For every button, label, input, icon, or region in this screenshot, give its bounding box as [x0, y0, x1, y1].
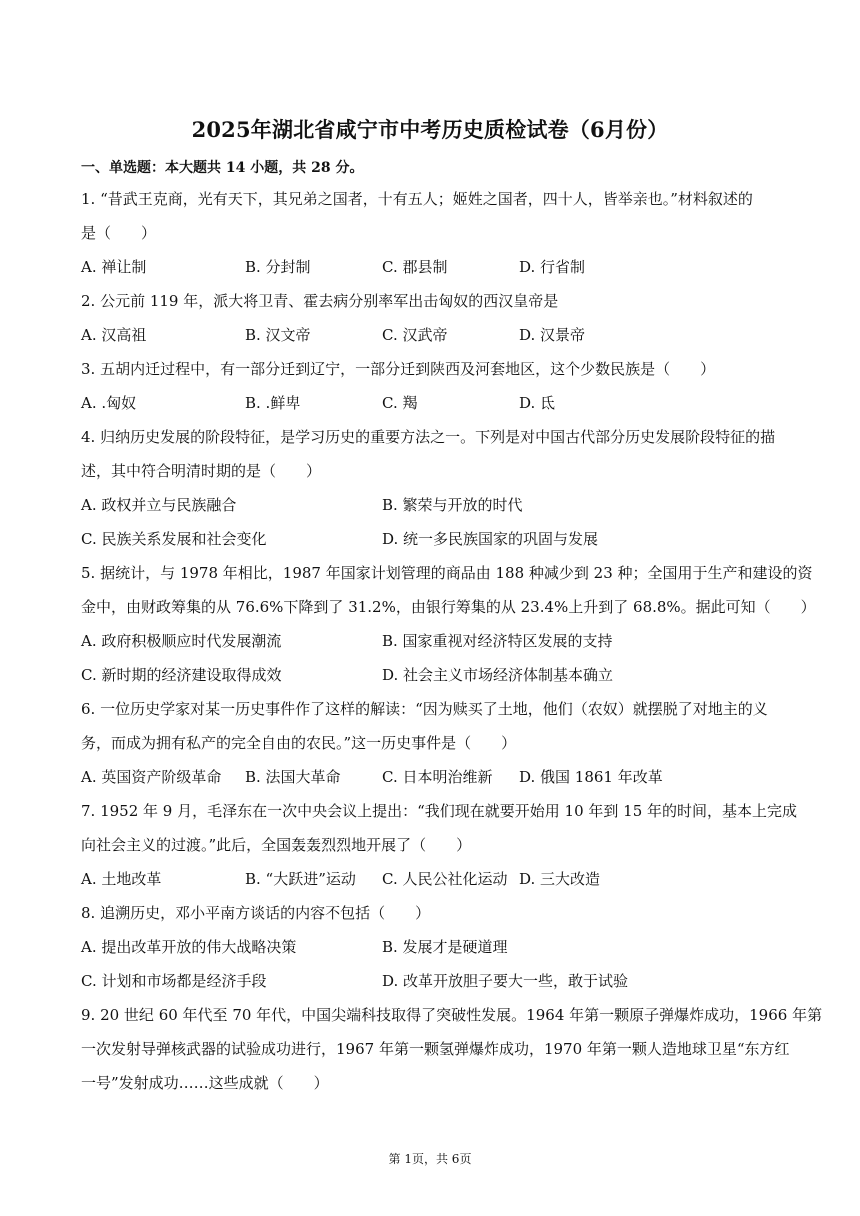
- question-1-option-a: A. 禅让制: [81, 258, 147, 276]
- question-4-line-1: 4. 归纳历史发展的阶段特征，是学习历史的重要方法之一。下列是对中国古代部分历史发展阶段特征的描: [81, 428, 776, 446]
- question-6-option-a: A. 英国资产阶级革命: [81, 768, 222, 786]
- question-1-line-2: 是（ ）: [81, 224, 157, 242]
- question-2-option-b: B. 汉文帝: [245, 326, 311, 344]
- question-7-option-c: C. 人民公社化运动: [382, 870, 508, 888]
- question-4-option-c: C. 民族关系发展和社会变化: [81, 530, 267, 548]
- question-8-option-c: C. 计划和市场都是经济手段: [81, 972, 267, 990]
- question-5-option-a: A. 政府积极顺应时代发展潮流: [81, 632, 282, 650]
- question-9-line-1: 9. 20 世纪 60 年代至 70 年代，中国尖端科技取得了突破性发展。1964 年第一颗原子弹爆炸成功，1966 年第: [81, 1006, 823, 1024]
- question-8-line-1: 8. 追溯历史，邓小平南方谈话的内容不包括（ ）: [81, 904, 431, 922]
- question-8-option-b: B. 发展才是硬道理: [382, 938, 508, 956]
- section-header: 一、单选题：本大题共 14 小题，共 28 分。: [81, 160, 364, 176]
- question-4-line-2: 述，其中符合明清时期的是（ ）: [81, 462, 322, 480]
- question-2-option-c: C. 汉武帝: [382, 326, 448, 344]
- question-5-option-d: D. 社会主义市场经济体制基本确立: [382, 666, 614, 684]
- page-footer: 第 1页，共 6页: [388, 1152, 472, 1166]
- question-8-option-d: D. 改革开放胆子要大一些，敢于试验: [382, 972, 629, 990]
- question-9-line-3: 一号”发射成功……这些成就（ ）: [81, 1074, 329, 1092]
- question-1-option-d: D. 行省制: [519, 258, 586, 276]
- page-title: 2025年湖北省咸宁市中考历史质检试卷（6月份）: [191, 117, 669, 142]
- question-1-option-b: B. 分封制: [245, 258, 311, 276]
- question-6-line-2: 务，而成为拥有私产的完全自由的农民。”这一历史事件是（ ）: [81, 734, 517, 752]
- question-6-option-b: B. 法国大革命: [245, 768, 341, 786]
- question-3-line-1: 3. 五胡内迁过程中，有一部分迁到辽宁，一部分迁到陕西及河套地区，这个少数民族是（ ）: [81, 360, 716, 378]
- question-8-option-a: A. 提出改革开放的伟大战略决策: [81, 938, 297, 956]
- question-4-option-b: B. 繁荣与开放的时代: [382, 496, 523, 514]
- question-7-option-a: A. 土地改革: [81, 870, 162, 888]
- question-2-option-a: A. 汉高祖: [81, 326, 147, 344]
- question-1-line-1: 1. “昔武王克商，光有天下，其兄弟之国者，十有五人；姬姓之国者，四十人，皆举亲也。”材料叙述的: [81, 190, 753, 208]
- question-3-option-b: B. .鲜卑: [245, 394, 301, 412]
- question-3-option-d: D. 氐: [519, 394, 556, 412]
- question-5-option-c: C. 新时期的经济建设取得成效: [81, 666, 282, 684]
- question-5-line-2: 金中，由财政筹集的从 76.6%下降到了 31.2%，由银行筹集的从 23.4%上升到了 68.8%。据此可知（ ）: [81, 598, 816, 616]
- question-7-line-1: 7. 1952 年 9 月，毛泽东在一次中央会议上提出：“我们现在就要开始用 10 年到 15 年的时间，基本上完成: [81, 802, 798, 820]
- question-7-option-b: B. “大跃进”运动: [245, 870, 356, 888]
- question-7-option-d: D. 三大改造: [519, 870, 601, 888]
- question-6-option-d: D. 俄国 1861 年改革: [519, 768, 663, 786]
- question-6-option-c: C. 日本明治维新: [382, 768, 493, 786]
- question-7-line-2: 向社会主义的过渡。”此后，全国轰轰烈烈地开展了（ ）: [81, 836, 472, 854]
- question-4-option-d: D. 统一多民族国家的巩固与发展: [382, 530, 599, 548]
- question-3-option-a: A. .匈奴: [81, 394, 137, 412]
- question-2-option-d: D. 汉景帝: [519, 326, 586, 344]
- question-6-line-1: 6. 一位历史学家对某一历史事件作了这样的解读：“因为赎买了土地，他们（农奴）就摆脱了对地主的义: [81, 700, 768, 718]
- question-1-option-c: C. 郡县制: [382, 258, 448, 276]
- question-4-option-a: A. 政权并立与民族融合: [81, 496, 237, 514]
- question-5-option-b: B. 国家重视对经济特区发展的支持: [382, 632, 613, 650]
- question-3-option-c: C. 羯: [382, 394, 418, 412]
- question-2-line-1: 2. 公元前 119 年，派大将卫青、霍去病分别率军出击匈奴的西汉皇帝是: [81, 292, 559, 310]
- question-9-line-2: 一次发射导弹核武器的试验成功进行，1967 年第一颗氢弹爆炸成功，1970 年第一颗人造地球卫星“东方红: [81, 1040, 790, 1058]
- question-5-line-1: 5. 据统计，与 1978 年相比，1987 年国家计划管理的商品由 188 种减少到 23 种；全国用于生产和建设的资: [81, 564, 813, 582]
